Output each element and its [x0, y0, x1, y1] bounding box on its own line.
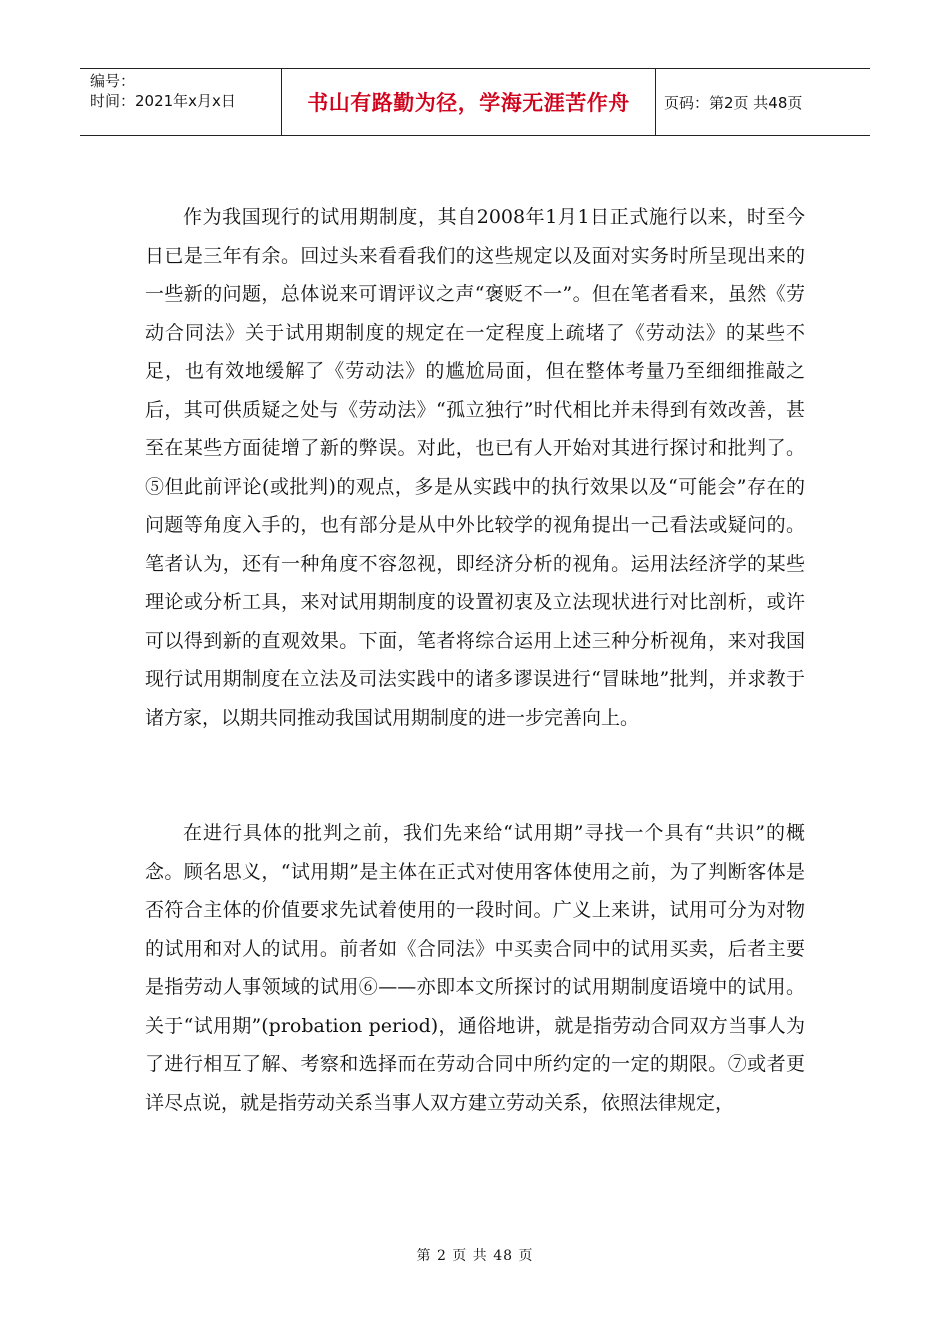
header-page-info: 页码：第2页 共48页 — [664, 93, 803, 112]
paragraph-1: 作为我国现行的试用期制度，其自2008年1月1日正式施行以来，时至今日已是三年有余。回过头来看看我们的这些规定以及面对实务时所呈现出来的一些新的问题，总体说来可谓评议之声“褒贬不一”。但在笔者看来，虽然《劳动合同法》关于试用期制度的规定在一定程度上疏堵了《劳动法》的某些不足，也有效地缓解了《劳动法》的尴尬局面，但在整体考量乃至细细推敲之后，其可供质疑之处与《劳动法》“孤立独行”时代相比并未得到有效改善，甚至在某些方面徒增了新的弊误。对此，也已有人开始对其进行探讨和批判了。⑤但此前评论(或批判)的观点，多是从实践中的执行效果以及“可能会”存在的问题等角度入手的，也有部分是从中外比较学的视角提出一己看法或疑问的。笔者认为，还有一种角度不容忽视，即经济分析的视角。运用法经济学的某些理论或分析工具，来对试用期制度的设置初衷及立法现状进行对比剖析，或许可以得到新的直观效果。下面，笔者将综合运用上述三种分析视角，来对我国现行试用期制度在立法及司法实践中的诸多谬误进行“冒昧地”批判，并求教于诸方家，以期共同推动我国试用期制度的进一步完善向上。 — [145, 206, 805, 729]
number-label: 编号： — [90, 72, 136, 90]
document-body — [145, 198, 805, 1122]
paragraph-2: 在进行具体的批判之前，我们先来给“试用期”寻找一个具有“共识”的概念。顾名思义，“试用期”是主体在正式对使用客体使用之前，为了判断客体是否符合主体的价值要求先试着使用的一段时间。广义上来讲，试用可分为对物的试用和对人的试用。前者如《合同法》中买卖合同中的试用买卖，后者主要是指劳动人事领域的试用⑥——亦即本文所探讨的试用期制度语境中的试用。关于“试用期”(probation period)，通俗地讲，就是指劳动合同双方当事人为了进行相互了解、考察和选择而在劳动合同中所约定的一定的期限。⑦或者更详尽点说，就是指劳动关系当事人双方建立劳动关系，依照法律规定， — [145, 822, 805, 1114]
time-label: 时间：2021年x月x日 — [90, 92, 236, 110]
page-header — [80, 68, 870, 136]
page-footer: 第 2 页 共 48 页 — [416, 1248, 534, 1264]
header-meta — [80, 69, 282, 135]
header-motto: 书山有路勤为径，学海无涯苦作舟 — [282, 69, 656, 135]
